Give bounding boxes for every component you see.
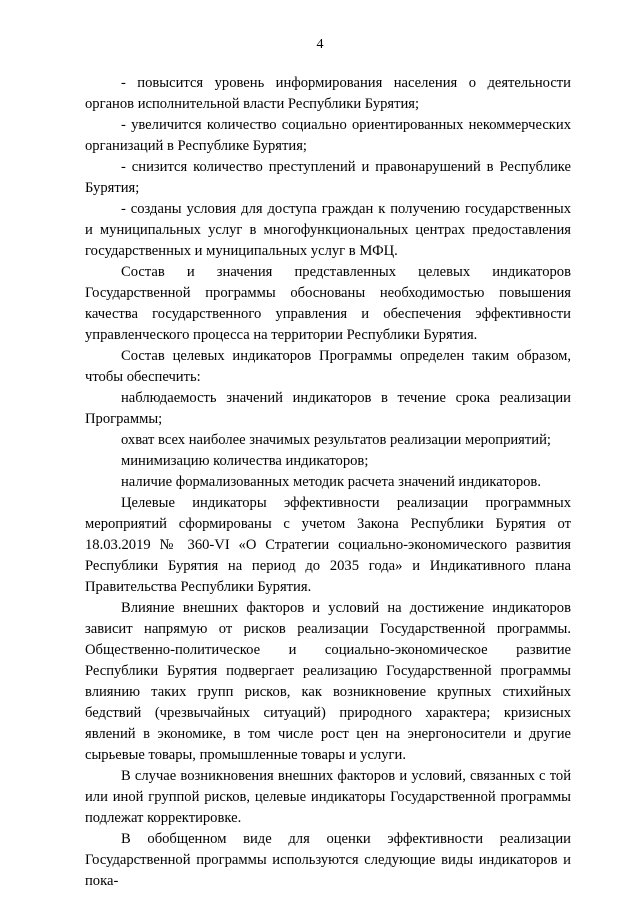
page-number: 4 (316, 37, 324, 52)
paragraph-indicator-justification: Состав и значения представленных целевых индикаторов Государственной программы обоснованы необходимостью повышения качества государственного управления и обеспечения эффективности управленческого процесса на территории Республики Бурятия. (85, 264, 571, 343)
document-body (85, 73, 571, 892)
paragraph-outcome-nonprofits: - увеличится количество социально ориентированных некоммерческих организаций в Республике Бурятия; (85, 117, 571, 154)
paragraph-minimization: минимизацию количества индикаторов; (121, 453, 369, 469)
paragraph-external-risks: Влияние внешних факторов и условий на достижение индикаторов зависит напрямую от рисков реализации Государственной программы. Общественно-политическое и социально-экономическое развитие Республики Бурятия подвергает реализацию Государственной программы влиянию таких групп рисков, как возникновение крупных стихийных бедствий (чрезвычайных ситуаций) природного характера; кризисных явлений в экономике, в том числе рост цен на энергоносители и другие сырьевые товары, промышленные товары и услуги. (85, 600, 571, 763)
paragraph-law-reference: Целевые индикаторы эффективности реализации программных мероприятий сформированы с учетом Закона Республики Бурятия от 18.03.2019 № 360-VI «О Стратегии социально-экономического развития Республики Бурятия на период до 2035 года» и Индикативного плана Правительства Республики Бурятия. (85, 495, 571, 595)
paragraph-indicator-composition: Состав целевых индикаторов Программы определен таким образом, чтобы обеспечить: (85, 348, 571, 385)
paragraph-outcome-mfc: - созданы условия для доступа граждан к получению государственных и муниципальных услуг в многофункциональных центрах предоставления государственных и муниципальных услуг в МФЦ. (85, 201, 571, 259)
paragraph-adjustment: В случае возникновения внешних факторов и условий, связанных с той или иной группой рисков, целевые индикаторы Государственной программы подлежат корректировке. (85, 768, 571, 826)
paragraph-outcome-crime: - снизится количество преступлений и правонарушений в Республике Бурятия; (85, 159, 571, 196)
paragraph-coverage: охват всех наиболее значимых результатов реализации мероприятий; (121, 432, 551, 448)
paragraph-observability: наблюдаемость значений индикаторов в течение срока реализации Программы; (85, 390, 571, 427)
paragraph-outcome-information: - повысится уровень информирования населения о деятельности органов исполнительной власти Республики Бурятия; (85, 75, 571, 112)
paragraph-methods: наличие формализованных методик расчета значений индикаторов. (121, 474, 541, 490)
paragraph-indicator-types: В обобщенном виде для оценки эффективности реализации Государственной программы используются следующие виды индикаторов и пока- (85, 831, 571, 889)
